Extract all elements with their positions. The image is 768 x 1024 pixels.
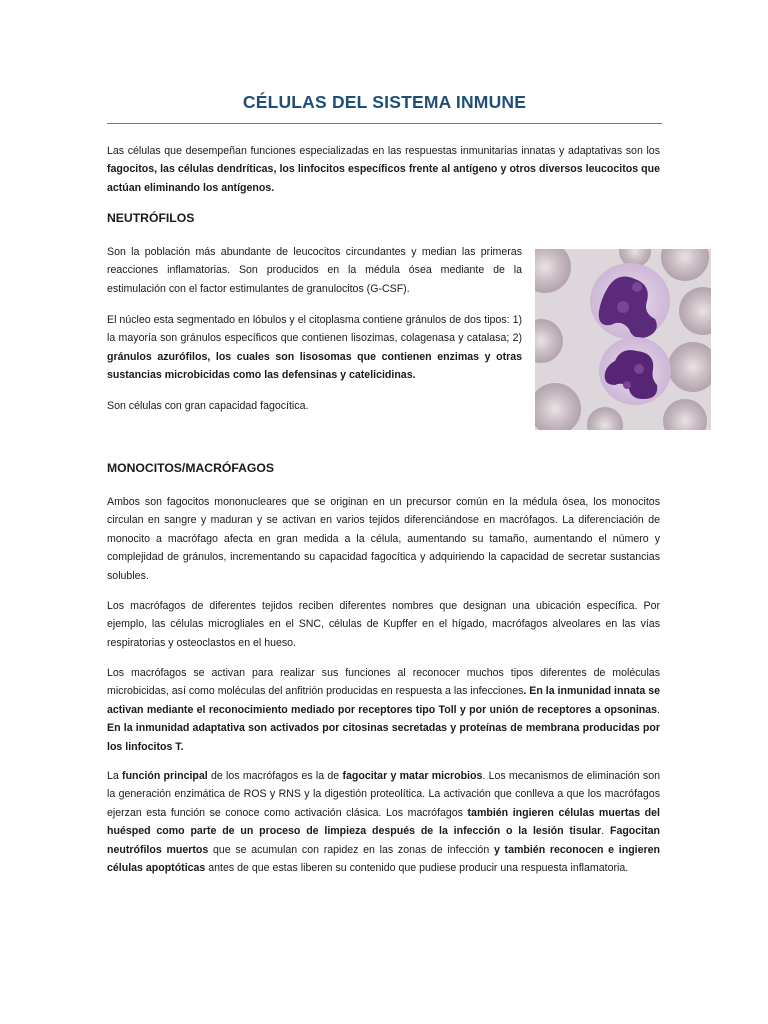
neutrofilos-p2-bold: gránulos azurófilos, los cuales son lisosomas que contienen enzimas y otras sustancias microbicidas como las defensinas y catelicidinas. — [107, 350, 522, 382]
title-underline — [107, 123, 662, 124]
monocitos-p4-bold-4: Fagocitan neutrófilos muertos — [107, 825, 660, 856]
monocitos-p3-bold-1: . En la inmunidad innata se activan mediante el reconocimiento mediado por receptores tipo Toll y por unión de receptores a opsoninas — [107, 685, 660, 716]
intro-paragraph — [107, 142, 660, 197]
monocitos-p3-text-1: Los macrófagos se activan para realizar sus funciones al reconocer muchos tipos diferentes de moléculas microbicidas, así como moléculas del anfitrión producidas en respuesta a las infecciones — [107, 667, 660, 698]
neutrofilos-paragraph-2 — [107, 311, 522, 385]
monocitos-p4-text-4: . — [601, 825, 610, 838]
monocitos-p4-bold-5: y también reconocen e ingieren células apoptóticas — [107, 843, 660, 875]
intro-bold-text: fagocitos, las células dendríticas, los linfocitos específicos frente al antígeno y otros diversos leucocitos que actúan eliminando los antígenos. — [107, 163, 660, 194]
neutrofilos-paragraph-3: Son células con gran capacidad fagocítica. — [107, 400, 309, 412]
section-heading-monocitos: MONOCITOS/MACRÓFAGOS — [107, 461, 275, 475]
monocitos-p4-bold-2: fagocitar y matar microbios — [342, 770, 483, 782]
monocitos-p3-bold-2: En la inmunidad adaptativa son activados por citosinas secretadas y proteínas de membrana producidas por los linfocitos T. — [107, 722, 660, 753]
monocitos-paragraph-4 — [107, 767, 660, 877]
monocitos-p4-text-6: antes de que estas liberen su contenido que pudiese producir una respuesta inflamatoria. — [205, 862, 629, 875]
neutrophil-micrograph-image — [535, 249, 711, 430]
section-heading-neutrofilos: NEUTRÓFILOS — [107, 211, 195, 225]
monocitos-p3-text-2: . — [657, 703, 660, 716]
neutrofilos-paragraph-1: Son la población más abundante de leucocitos circundantes y median las primeras reacciones inflamatorias. Son producidos en la médula ósea mediante de la estimulación con el factor estimulantes de granulocitos (G-CSF). — [107, 246, 522, 295]
monocitos-p4-text-1: La — [107, 770, 123, 782]
intro-text: Las células que desempeñan funciones especializadas en las respuestas inmunitarias innatas y adaptativas son los — [107, 145, 660, 157]
monocitos-paragraph-1: Ambos son fagocitos mononucleares que se originan en un precursor común en la médula ósea, los monocitos circulan en sangre y maduran y se activan en varios tejidos diferenciándose en macrófagos. La diferenciación de monocito a macrófago afecta en gran medida a la célula, aumentando su tamaño, aumentando el número y complejidad de gránulos, incrementando su capacidad fagocítica y adquiriendo la capacidad de secretar sustancias solubles. — [107, 496, 660, 582]
monocitos-p4-bold-1: función principal — [122, 770, 208, 782]
neutrofilos-p2-text: El núcleo esta segmentado en lóbulos y el citoplasma contiene gránulos de dos tipos: 1) la mayoría son gránulos específicos que contienen lisozimas, colagenasa y catalasa; 2) — [107, 314, 522, 345]
monocitos-p4-text-5: que se acumulan con rapidez en las zonas de infección — [208, 843, 494, 856]
monocitos-paragraph-2: Los macrófagos de diferentes tejidos reciben diferentes nombres que designan una ubicación específica. Por ejemplo, las células microgliales en el SNC, células de Kupffer en el hígado, macrófagos alveolares en las vías respiratorias y osteoclastos en el hueso. — [107, 600, 660, 649]
monocitos-paragraph-3 — [107, 664, 660, 756]
monocitos-p4-text-2: de los macrófagos es la de — [207, 770, 343, 782]
page-title: CÉLULAS DEL SISTEMA INMUNE — [242, 92, 527, 112]
monocitos-p4-text-3: . Los mecanismos de eliminación son la generación enzimática de ROS y RNS y la digestión proteolítica. La activación que conlleva a que los macrófagos ejerzan esta función se conoce como activación clásica. Los macrófagos — [107, 770, 661, 819]
monocitos-p4-bold-3: también ingieren células muertas del huésped como parte de un proceso de limpieza después de la infección o la lesión tisular — [107, 806, 660, 838]
